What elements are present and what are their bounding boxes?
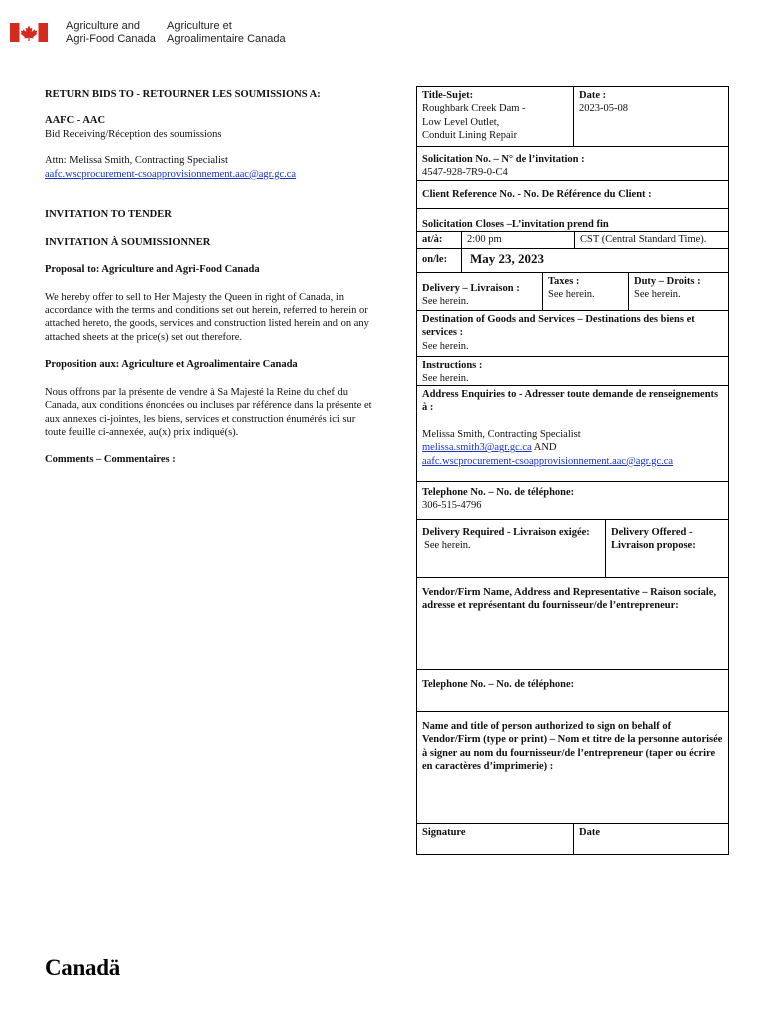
duty-cell <box>628 273 728 310</box>
enquiries-name: Melissa Smith, Contracting Specialist <box>422 428 581 440</box>
solicitation-value: 4547-928-7R9-0-C4 <box>422 167 508 179</box>
solicitation-label: Solicitation No. – N° de l’invitation : <box>422 154 585 165</box>
delivery-value: See herein. <box>422 296 469 308</box>
duty-label: Duty – Droits : <box>634 276 701 287</box>
invitation-english: INVITATION TO TENDER <box>45 209 172 221</box>
dept-en-line1: Agriculture and <box>66 20 140 32</box>
phone-label: Telephone No. – No. de téléphone: <box>422 487 575 498</box>
return-bids-heading: RETURN BIDS TO - RETOURNER LES SOUMISSIONS A: <box>45 89 321 100</box>
department-name-french <box>167 20 286 45</box>
delivery-required-row <box>417 519 728 577</box>
dept-en-line2: Agri-Food Canada <box>66 32 156 45</box>
delivery-required-label: Delivery Required - Livraison exigée: <box>422 527 590 538</box>
offer-french: Nous offrons par la présente de vendre à Sa Majesté la Reine du chef du Canada, aux conditions énoncées ou incluses par référence dans la présente et aux annexes ci-jointes, les biens, services et construction énumérés ici sur toute feuille ci-annexée, au(x) prix indiqué(s). <box>45 386 372 438</box>
authorized-label: Name and title of person authorized to sign on behalf of Vendor/Firm (type or print) – Nom et titre de la personne autorisée à signer au nom du fournisseur/de l’entrepreneur (taper ou écrire en caractères d’imprimerie) : <box>422 721 723 773</box>
title-cell <box>417 87 573 146</box>
offer-english: We hereby offer to sell to Her Majesty the Queen in right of Canada, in accordance with the terms and conditions set out herein, referred to herein or attached hereto, the goods, services and construction listed herein and on any attached sheets at the price(s) set out therefore. <box>45 291 369 343</box>
phone-row <box>417 481 728 519</box>
duty-value: See herein. <box>634 289 681 301</box>
phone-value: 306-515-4796 <box>422 500 482 512</box>
enquiries-and: AND <box>531 442 557 454</box>
org-name: AAFC - AAC <box>45 115 106 127</box>
delivery-offered-label: Delivery Offered - Livraison propose: <box>611 527 696 552</box>
left-column <box>45 88 375 467</box>
closes-label: Solicitation Closes –L’invitation prend fin <box>422 219 609 230</box>
delivery-offered-cell[interactable] <box>605 520 728 577</box>
date-label: Date : <box>579 90 607 101</box>
title-line2: Low Level Outlet, <box>422 116 500 128</box>
closing-row <box>417 208 728 248</box>
client-reference-label: Client Reference No. - No. De Référence du Client : <box>422 189 652 200</box>
solicitation-row <box>417 146 728 180</box>
closing-date: May 23, 2023 <box>461 249 728 272</box>
dept-fr-line2: Agroalimentaire Canada <box>167 32 286 45</box>
contact-email-link[interactable]: melissa.smith3@agr.gc.ca <box>422 442 532 454</box>
delivery-taxes-row <box>417 272 728 310</box>
department-name-english <box>66 20 156 45</box>
delivery-required-value: See herein. <box>424 540 471 552</box>
enquiries-label: Address Enquiries to - Adresser toute demande de renseignements à : <box>422 389 719 414</box>
vendor-phone-label: Telephone No. – No. de téléphone: <box>422 679 575 690</box>
signature-cell[interactable] <box>417 824 573 854</box>
closing-timezone: CST (Central Standard Time). <box>574 232 728 248</box>
enquiries-row <box>417 385 728 481</box>
comments-label: Comments – Commentaires : <box>45 454 176 466</box>
date-cell <box>573 87 728 146</box>
destination-label: Destination of Goods and Services – Destinations des biens et services : <box>422 314 695 339</box>
delivery-label: Delivery – Livraison : <box>422 283 520 294</box>
proposition-aux: Proposition aux: Agriculture et Agroalimentaire Canada <box>45 359 298 371</box>
taxes-cell <box>542 273 628 310</box>
invitation-french: INVITATION À SOUMISSIONNER <box>45 236 211 248</box>
delivery-cell <box>417 273 542 310</box>
procurement-email-link-2[interactable]: aafc.wscprocurement-csoapprovisionnement.aac@agr.gc.ca <box>422 455 674 467</box>
taxes-label: Taxes : <box>548 276 580 287</box>
destination-value: See herein. <box>422 340 469 352</box>
sign-date-cell[interactable] <box>573 824 728 854</box>
title-line1: Roughbark Creek Dam - <box>422 103 526 115</box>
closing-time: 2:00 pm <box>461 232 574 248</box>
proposal-to: Proposal to: Agriculture and Agri-Food Canada <box>45 264 260 276</box>
authorized-person-row[interactable] <box>417 711 728 823</box>
vendor-label: Vendor/Firm Name, Address and Representative – Raison sociale, adresse et représentant du fournisseur/de l’entrepreneur: <box>422 587 717 612</box>
closing-date-row <box>417 248 728 272</box>
instructions-value: See herein. <box>422 373 469 385</box>
solicitation-form <box>416 86 729 855</box>
vendor-row[interactable] <box>417 577 728 669</box>
canada-flag-icon <box>10 23 48 42</box>
signature-label: Signature <box>422 827 466 838</box>
taxes-value: See herein. <box>548 289 595 301</box>
at-label: at/à: <box>422 234 443 246</box>
title-date-row <box>417 87 728 146</box>
signature-row <box>417 823 728 854</box>
bid-receiving: Bid Receiving/Réception des soumissions <box>45 128 222 140</box>
sign-date-label: Date <box>579 827 600 838</box>
instructions-label: Instructions : <box>422 360 483 371</box>
canada-wordmark: Canadä <box>45 955 120 980</box>
on-label: on/le: <box>422 254 448 265</box>
title-label: Title-Sujet: <box>422 90 474 101</box>
procurement-email-link[interactable]: aafc.wscprocurement-csoapprovisionnement.aac@agr.gc.ca <box>45 168 297 180</box>
client-reference-row <box>417 180 728 208</box>
destination-row <box>417 310 728 356</box>
attention-line: Attn: Melissa Smith, Contracting Specialist <box>45 155 228 167</box>
dept-fr-line1: Agriculture et <box>167 20 232 32</box>
title-line3: Conduit Lining Repair <box>422 130 518 142</box>
closing-time-row <box>417 231 728 248</box>
date-value: 2023-05-08 <box>579 103 628 115</box>
delivery-required-cell <box>417 520 605 577</box>
instructions-row <box>417 356 728 385</box>
vendor-phone-row[interactable] <box>417 669 728 711</box>
